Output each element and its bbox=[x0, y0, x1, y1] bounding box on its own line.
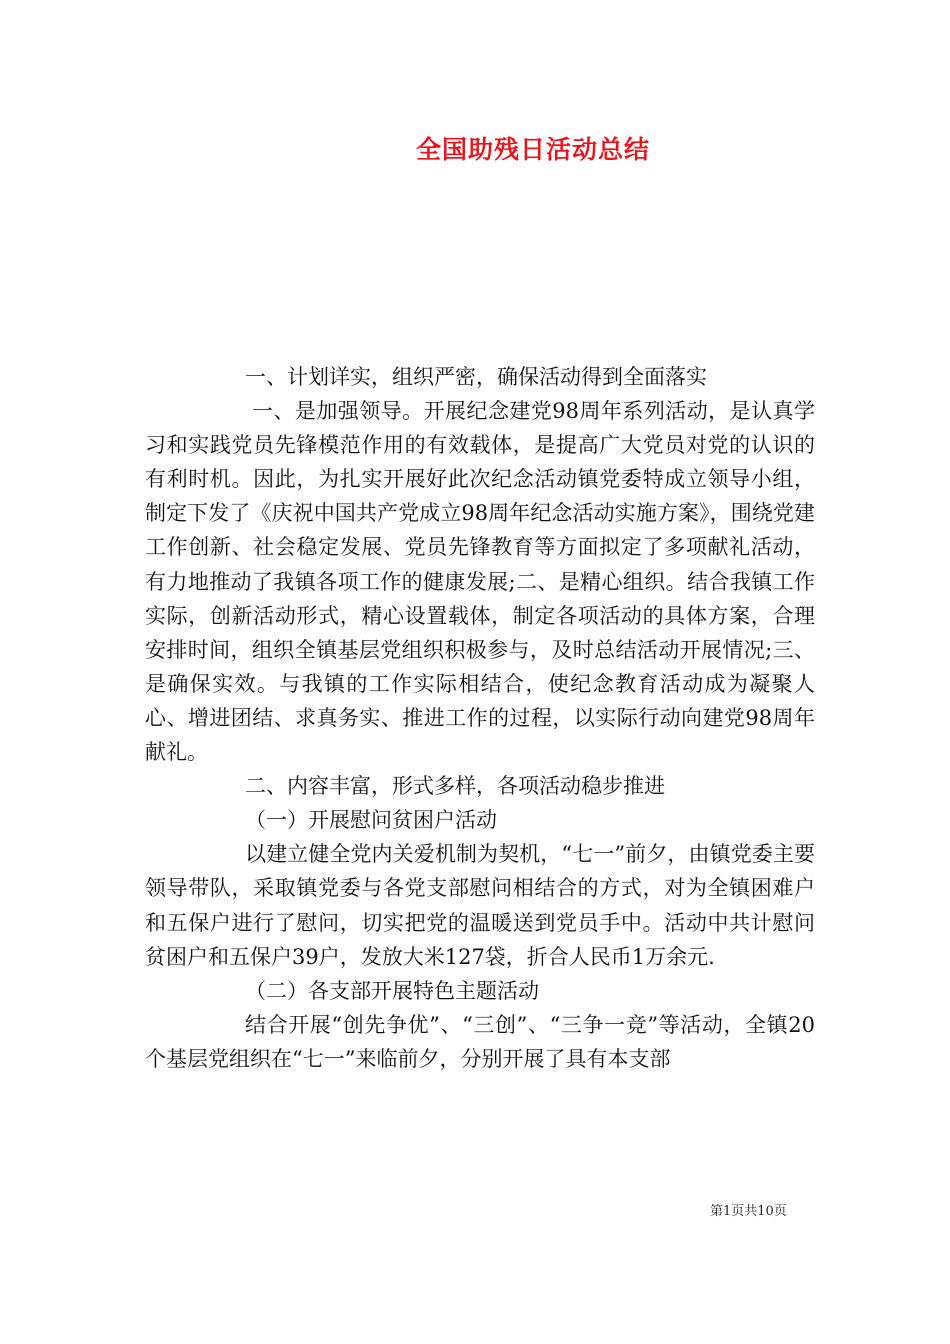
section-heading-1: 一、计划详实，组织严密，确保活动得到全面落实 bbox=[245, 365, 707, 389]
subsection-heading-1: （一）开展慰问贫困户活动 bbox=[245, 808, 497, 833]
section-heading-2: 二、内容丰富，形式多样，各项活动稳步推进 bbox=[245, 774, 665, 799]
body-paragraph-1: 一、是加强领导。开展纪念建党98周年系列活动，是认真学习和实践党员先锋模范作用的有效载体，是提高广大党员对党的认识的有利时机。因此，为扎实开展好此次纪念活动镇党委特成立领导小组，制定下发了《庆祝中国共产党成立98周年纪念活动实施方案》，围绕党建工作创新、社会稳定发展、党员先锋教育等方面拟定了多项献礼活动，有力地推动了我镇各项工作的健康发展;二、是精心组织。结合我镇工作实际，创新活动形式，精心设置载体，制定各项活动的具体方案，合理安排时间，组织全镇基层党组织积极参与，及时总结活动开展情况;三、是确保实效。与我镇的工作实际相结合，使纪念教育活动成为凝聚人心、增进团结、求真务实、推进工作的过程，以实际行动向建党98周年献礼。 bbox=[145, 399, 815, 765]
body-paragraph-3: 结合开展“创先争优”、“三创”、“三争一竞”等活动，全镇20个基层党组织在“七一”来临前夕，分别开展了具有本支部 bbox=[145, 1012, 815, 1071]
subsection-heading-2: （二）各支部开展特色主题活动 bbox=[245, 978, 539, 1003]
page-number-footer: 第1页共10页 bbox=[710, 1204, 787, 1219]
document-title: 全国助残日活动总结 bbox=[415, 135, 650, 164]
document-body bbox=[145, 360, 815, 1076]
body-paragraph-2: 以建立健全党内关爱机制为契机，“七一”前夕，由镇党委主要领导带队，采取镇党委与各党支部慰问相结合的方式，对为全镇困难户和五保户进行了慰问，切实把党的温暖送到党员手中。活动中共计慰问贫困户和五保户39户，发放大米127袋，折合人民币1万余元. bbox=[145, 842, 815, 969]
